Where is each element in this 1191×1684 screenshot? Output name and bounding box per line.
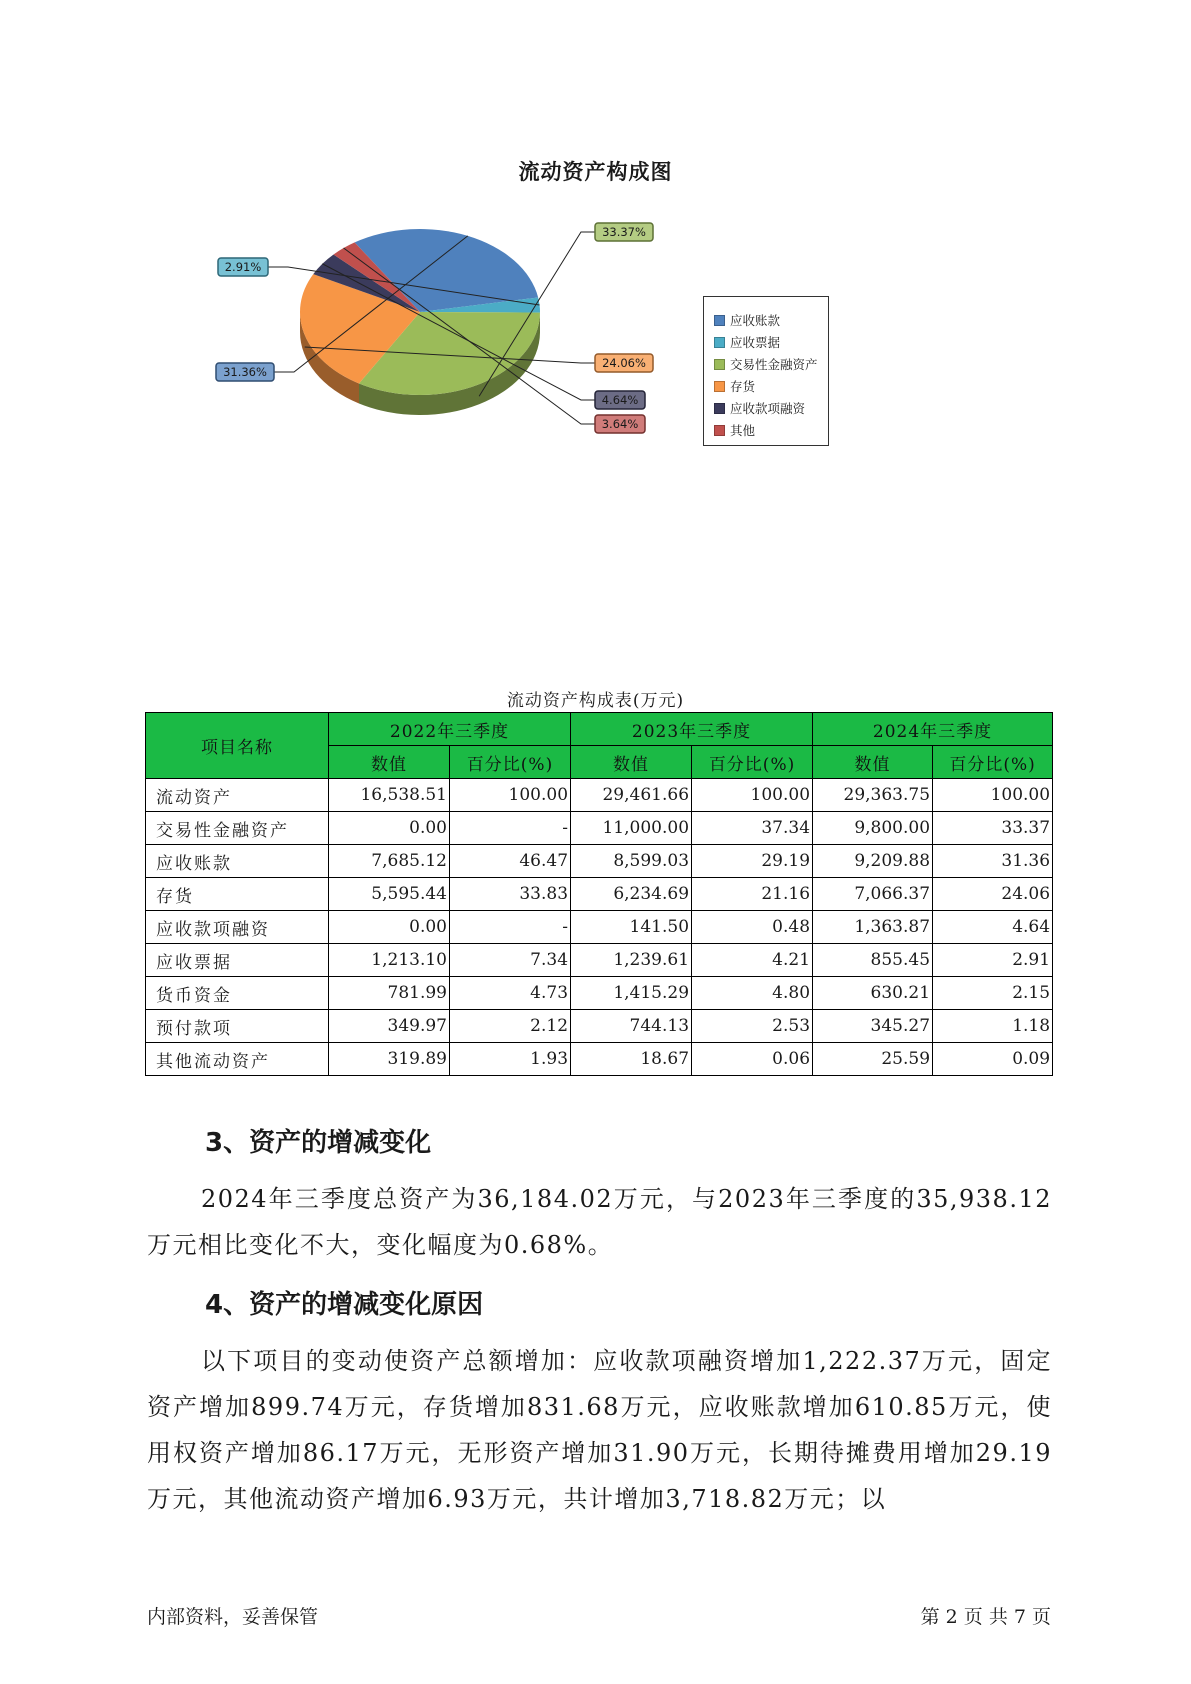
- percent-cell: 33.37: [933, 812, 1053, 845]
- legend-item: [714, 419, 828, 441]
- percent-cell: 33.83: [450, 878, 571, 911]
- legend-item: [714, 353, 828, 375]
- percent-cell: 24.06: [933, 878, 1053, 911]
- header-period-2024: 2024年三季度: [813, 713, 1053, 746]
- percent-cell: 4.73: [450, 977, 571, 1010]
- row-label: 存货: [146, 878, 329, 911]
- legend-label: 交易性金融资产: [730, 357, 818, 372]
- percent-cell: 100.00: [933, 779, 1053, 812]
- header-percent: 百分比(%): [933, 746, 1053, 779]
- percent-cell: 7.34: [450, 944, 571, 977]
- value-cell: 1,415.29: [571, 977, 692, 1010]
- row-label: 预付款项: [146, 1010, 329, 1043]
- value-cell: 29,461.66: [571, 779, 692, 812]
- section-4-text: 以下项目的变动使资产总额增加：应收款项融资增加1,222.37万元，固定资产增加899.74万元，存货增加831.68万元，应收账款增加610.85万元，使用权资产增加86.17万元，无形资产增加31.90万元，长期待摊费用增加29.19万元，其他流动资产增加6.93万元，共计增加3,718.82万元；以: [147, 1347, 1052, 1513]
- value-cell: 8,599.03: [571, 845, 692, 878]
- data-label: 31.36%: [223, 365, 267, 379]
- legend-label: 应收票据: [730, 335, 781, 350]
- percent-cell: 2.53: [692, 1010, 813, 1043]
- value-cell: 744.13: [571, 1010, 692, 1043]
- percent-cell: -: [450, 911, 571, 944]
- percent-cell: 4.21: [692, 944, 813, 977]
- section-3-heading: 3、资产的增减变化: [205, 1128, 432, 1158]
- legend-item: [714, 397, 828, 419]
- value-cell: 9,209.88: [813, 845, 933, 878]
- percent-cell: 0.48: [692, 911, 813, 944]
- footer-confidential: 内部资料，妥善保管: [147, 1606, 319, 1628]
- chart-legend: [703, 296, 829, 446]
- table-row: [146, 977, 1053, 1010]
- value-cell: 1,213.10: [329, 944, 450, 977]
- value-cell: 319.89: [329, 1043, 450, 1076]
- header-value: 数值: [329, 746, 450, 779]
- footer-page-number: 第 2 页 共 7 页: [920, 1606, 1051, 1628]
- header-value: 数值: [571, 746, 692, 779]
- table-row: [146, 1010, 1053, 1043]
- legend-swatch: [714, 403, 725, 414]
- chart-title: 流动资产构成图: [518, 160, 673, 184]
- value-cell: 855.45: [813, 944, 933, 977]
- percent-cell: 4.64: [933, 911, 1053, 944]
- value-cell: 29,363.75: [813, 779, 933, 812]
- percent-cell: 2.15: [933, 977, 1053, 1010]
- percent-cell: 21.16: [692, 878, 813, 911]
- table-row: [146, 845, 1053, 878]
- percent-cell: 4.80: [692, 977, 813, 1010]
- percent-cell: -: [450, 812, 571, 845]
- value-cell: 18.67: [571, 1043, 692, 1076]
- row-label: 应收票据: [146, 944, 329, 977]
- section-3-text: 2024年三季度总资产为36,184.02万元，与2023年三季度的35,938.12万元相比变化不大，变化幅度为0.68%。: [147, 1185, 1052, 1259]
- legend-label: 存货: [730, 379, 756, 394]
- legend-swatch: [714, 315, 725, 326]
- percent-cell: 2.91: [933, 944, 1053, 977]
- value-cell: 349.97: [329, 1010, 450, 1043]
- data-label: 3.64%: [601, 417, 639, 431]
- percent-cell: 29.19: [692, 845, 813, 878]
- value-cell: 25.59: [813, 1043, 933, 1076]
- current-assets-table: [145, 712, 1053, 1076]
- legend-item: [714, 375, 828, 397]
- table-row: [146, 1043, 1053, 1076]
- table-row: [146, 779, 1053, 812]
- row-label: 应收款项融资: [146, 911, 329, 944]
- percent-cell: 46.47: [450, 845, 571, 878]
- value-cell: 781.99: [329, 977, 450, 1010]
- percent-cell: 2.12: [450, 1010, 571, 1043]
- row-label: 货币资金: [146, 977, 329, 1010]
- legend-swatch: [714, 337, 725, 348]
- percent-cell: 0.06: [692, 1043, 813, 1076]
- header-percent: 百分比(%): [692, 746, 813, 779]
- legend-item: [714, 331, 828, 353]
- value-cell: 7,066.37: [813, 878, 933, 911]
- row-label: 流动资产: [146, 779, 329, 812]
- data-label: 24.06%: [602, 356, 646, 370]
- section-4-heading: 4、资产的增减变化原因: [205, 1290, 484, 1320]
- value-cell: 630.21: [813, 977, 933, 1010]
- header-period-2022: 2022年三季度: [329, 713, 571, 746]
- header-period-2023: 2023年三季度: [571, 713, 813, 746]
- legend-label: 应收款项融资: [730, 401, 806, 416]
- value-cell: 1,363.87: [813, 911, 933, 944]
- value-cell: 9,800.00: [813, 812, 933, 845]
- table-row: [146, 812, 1053, 845]
- legend-swatch: [714, 359, 725, 370]
- row-label: 交易性金融资产: [146, 812, 329, 845]
- legend-swatch: [714, 425, 725, 436]
- percent-cell: 1.93: [450, 1043, 571, 1076]
- header-item-name: 项目名称: [146, 713, 329, 779]
- percent-cell: 100.00: [450, 779, 571, 812]
- value-cell: 6,234.69: [571, 878, 692, 911]
- table-caption: 流动资产构成表(万元): [506, 691, 685, 711]
- value-cell: 141.50: [571, 911, 692, 944]
- data-label: 33.37%: [602, 225, 646, 239]
- data-label: 2.91%: [224, 260, 262, 274]
- header-percent: 百分比(%): [450, 746, 571, 779]
- header-value: 数值: [813, 746, 933, 779]
- legend-label: 应收账款: [730, 313, 781, 328]
- legend-item: [714, 309, 828, 331]
- value-cell: 1,239.61: [571, 944, 692, 977]
- data-label: 4.64%: [601, 393, 639, 407]
- percent-cell: 1.18: [933, 1010, 1053, 1043]
- value-cell: 5,595.44: [329, 878, 450, 911]
- row-label: 应收账款: [146, 845, 329, 878]
- value-cell: 345.27: [813, 1010, 933, 1043]
- legend-swatch: [714, 381, 725, 392]
- percent-cell: 37.34: [692, 812, 813, 845]
- value-cell: 11,000.00: [571, 812, 692, 845]
- pie-chart: [180, 215, 700, 475]
- value-cell: 0.00: [329, 812, 450, 845]
- legend-label: 其他: [730, 423, 756, 438]
- value-cell: 16,538.51: [329, 779, 450, 812]
- table-row: [146, 878, 1053, 911]
- table-row: [146, 911, 1053, 944]
- table-row: [146, 944, 1053, 977]
- percent-cell: 100.00: [692, 779, 813, 812]
- row-label: 其他流动资产: [146, 1043, 329, 1076]
- percent-cell: 0.09: [933, 1043, 1053, 1076]
- value-cell: 7,685.12: [329, 845, 450, 878]
- percent-cell: 31.36: [933, 845, 1053, 878]
- value-cell: 0.00: [329, 911, 450, 944]
